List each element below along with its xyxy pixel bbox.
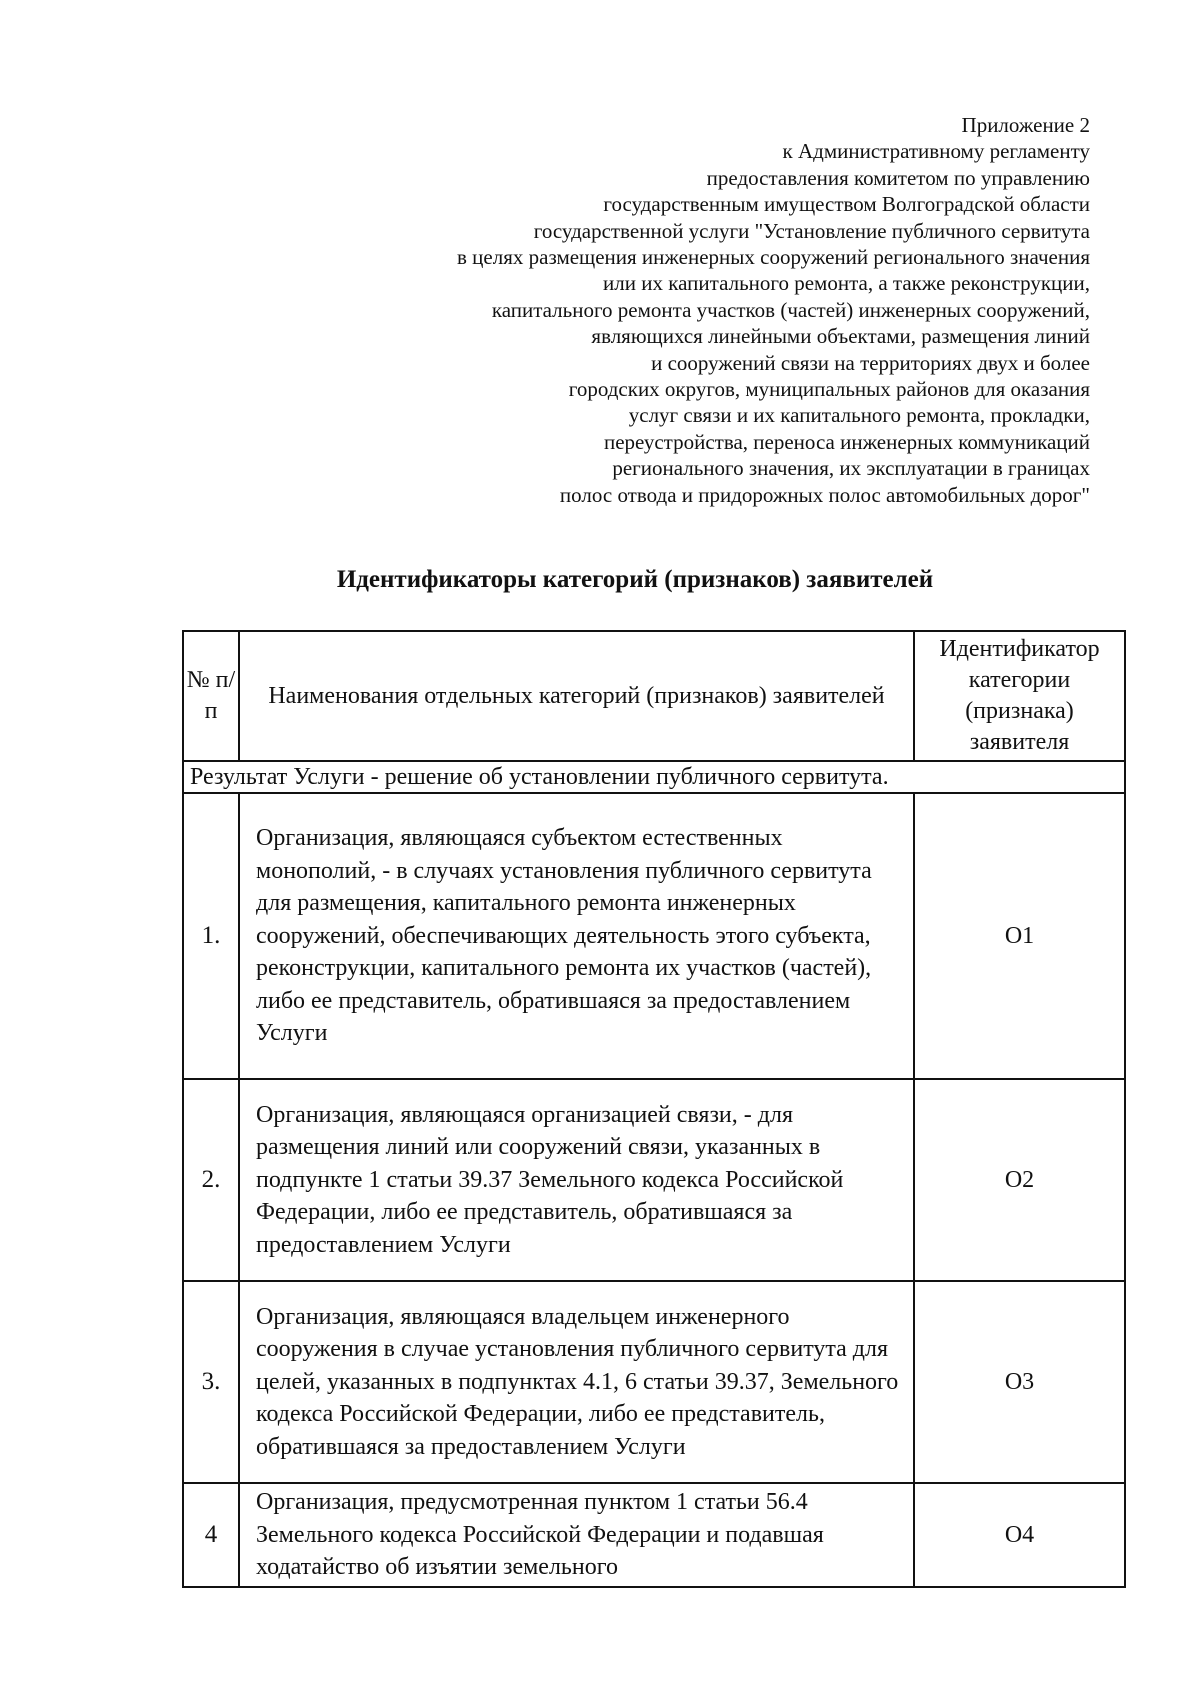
appendix-line: являющихся линейными объектами, размещения линий [591,324,1090,349]
appendix-line: Приложение 2 [961,113,1090,137]
table-row [183,1281,1125,1483]
appendix-line: предоставления комитетом по управлению [706,165,1090,190]
row-category-name: Организация, являющаяся владельцем инженерного сооружения в случае установления публичного сервитута для целей, указанных в подпунктах 4.1, 6 статьи 39.37, Земельного кодекса Российской Федерации, либо ее представитель, обратившаяся за предоставлением Услуги [239,1281,914,1483]
appendix-line: капитального ремонта участков (частей) инженерных сооружений, [491,297,1090,322]
appendix-line: в целях размещения инженерных сооружений регионального значения [457,245,1090,270]
row-identifier: О2 [914,1079,1125,1281]
header-name: Наименования отдельных категорий (признаков) заявителей [239,631,914,761]
row-number: 1. [183,793,239,1079]
appendix-line: регионального значения, их эксплуатации в границах [612,456,1090,481]
appendix-line: и сооружений связи на территориях двух и более [651,350,1090,375]
appendix-header [270,112,1090,508]
appendix-line: полос отвода и придорожных полос автомобильных дорог" [559,482,1090,507]
row-number: 2. [183,1079,239,1281]
section-row [183,761,1125,793]
row-identifier: О3 [914,1281,1125,1483]
appendix-line: услуг связи и их капитального ремонта, прокладки, [628,403,1090,428]
row-category-name: Организация, предусмотренная пунктом 1 статьи 56.4 Земельного кодекса Российской Федерации и подавшая ходатайство об изъятии земельного [239,1483,914,1587]
appendix-line: государственной услуги "Установление публичного сервитута [533,218,1090,243]
appendix-line: государственным имуществом Волгоградской области [603,192,1090,217]
row-identifier: О1 [914,793,1125,1079]
header-number: № п/п [183,631,239,761]
row-identifier: О4 [914,1483,1125,1587]
table-row [183,793,1125,1079]
table-row [183,1079,1125,1281]
appendix-line: городских округов, муниципальных районов для оказания [568,377,1090,402]
document-title: Идентификаторы категорий (признаков) заявителей [336,566,934,593]
appendix-line: к Административному регламенту [782,139,1090,164]
row-category-name: Организация, являющаяся субъектом естественных монополий, - в случаях установления публичного сервитута для размещения, капитального ремонта инженерных сооружений, обеспечивающих деятельность этого субъекта, реконструкции, капитального ремонта их участков (частей), либо ее представитель, обратившаяся за предоставлением Услуги [239,793,914,1079]
table-row [183,1483,1125,1587]
header-identifier: Идентификатор категории (признака) заявителя [914,631,1125,761]
appendix-line: переустройства, переноса инженерных коммуникаций [604,429,1090,454]
categories-table [182,630,1126,1588]
row-number: 4 [183,1483,239,1587]
row-category-name: Организация, являющаяся организацией связи, - для размещения линий или сооружений связи, указанных в подпункте 1 статьи 39.37 Земельного кодекса Российской Федерации, либо ее представитель, обратившаяся за предоставлением Услуги [239,1079,914,1281]
appendix-line: или их капитального ремонта, а также реконструкции, [603,271,1090,296]
table-header-row [183,631,1125,761]
section-title: Результат Услуги - решение об установлении публичного сервитута. [183,761,1125,793]
row-number: 3. [183,1281,239,1483]
